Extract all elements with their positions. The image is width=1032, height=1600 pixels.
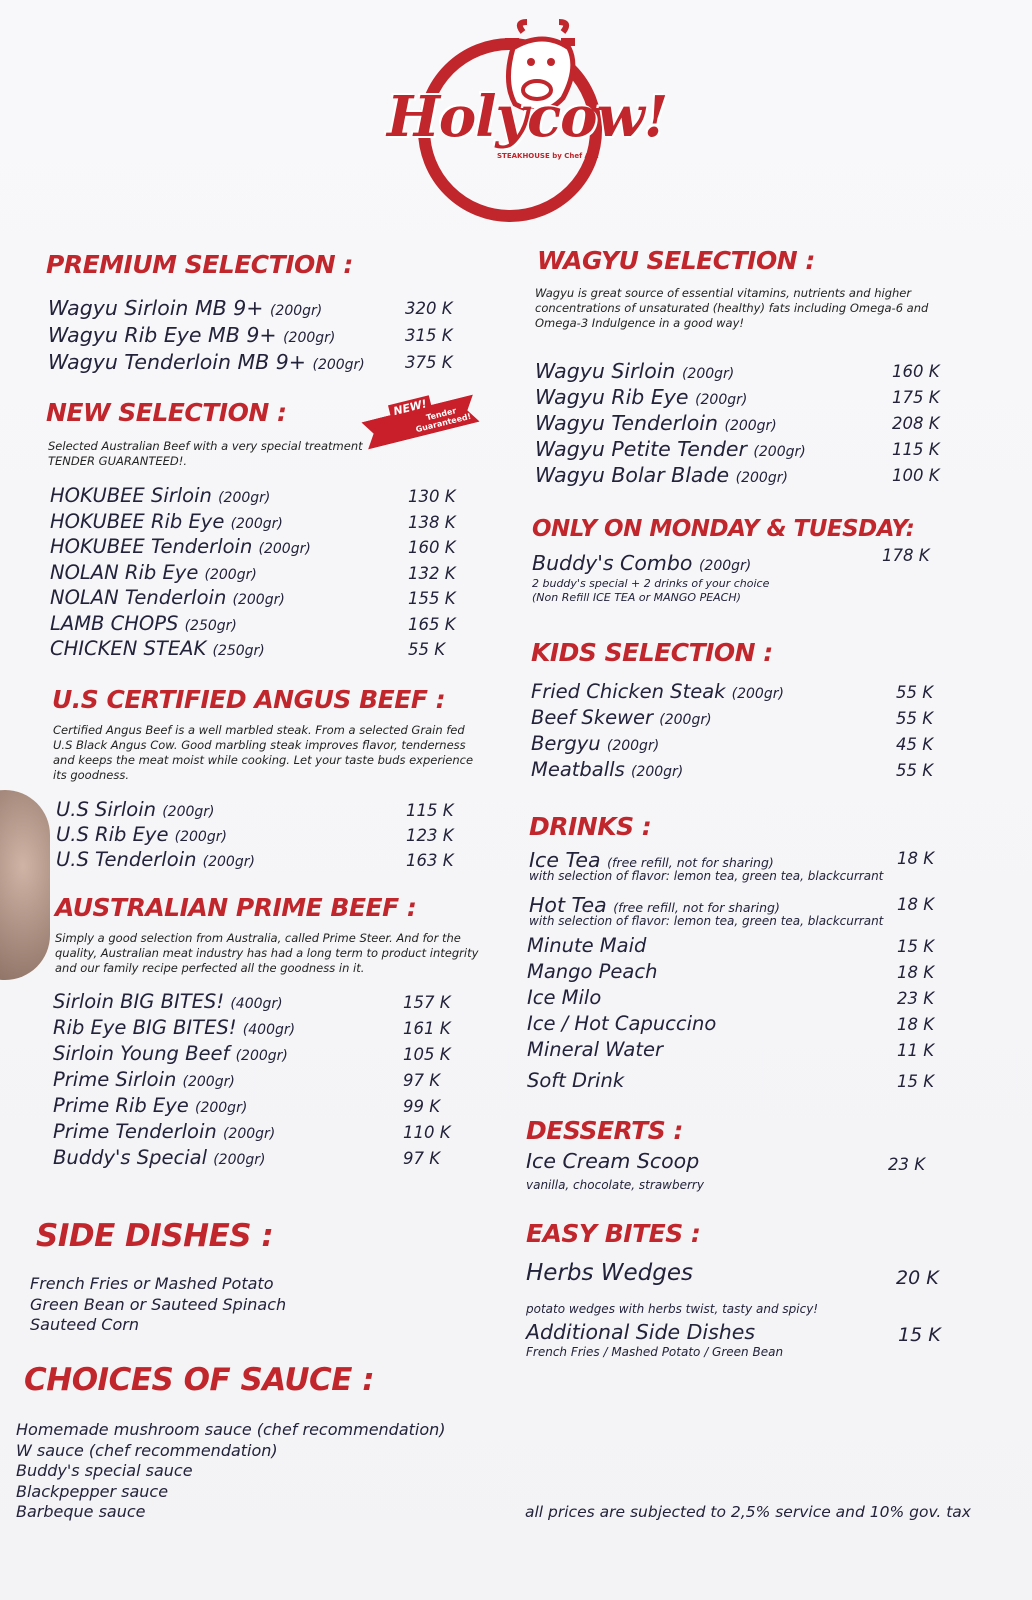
- angus-desc-line: and keeps the meat moist while cooking. Let your taste buds experience: [53, 753, 474, 767]
- additional-side-note: French Fries / Mashed Potato / Green Bean: [526, 1345, 784, 1359]
- menu-item: [535, 359, 734, 383]
- drink-price: 18 K: [897, 963, 935, 982]
- easy-bites-heading: EASY BITES :: [526, 1219, 701, 1248]
- menu-item-name: Wagyu Sirloin: [535, 359, 676, 383]
- menu-item-name: Wagyu Rib Eye: [535, 385, 689, 409]
- kids-heading: KIDS SELECTION :: [531, 638, 773, 667]
- menu-item: [535, 437, 806, 461]
- australian-heading: AUSTRALIAN PRIME BEEF :: [55, 893, 417, 922]
- herbs-wedges-note: potato wedges with herbs twist, tasty and spicy!: [526, 1302, 819, 1316]
- drink-name: Minute Maid: [527, 934, 647, 957]
- additional-side-name: Additional Side Dishes: [526, 1320, 756, 1344]
- menu-item-price: 157 K: [403, 993, 451, 1012]
- menu-item-name: Rib Eye BIG BITES!: [53, 1016, 237, 1039]
- premium-heading: PREMIUM SELECTION :: [46, 250, 353, 279]
- thumb: [0, 790, 50, 980]
- side-dish-item: Green Bean or Sauteed Spinach: [30, 1294, 287, 1314]
- herbs-wedges-name: Herbs Wedges: [526, 1260, 694, 1286]
- menu-item-price: 115 K: [892, 440, 940, 459]
- brand-name: Holycow!: [387, 84, 668, 150]
- desserts-heading: DESSERTS :: [526, 1116, 683, 1145]
- menu-item-weight: (200gr): [230, 515, 283, 532]
- menu-item: [48, 323, 335, 347]
- menu-item-name: Prime Tenderloin: [53, 1120, 217, 1143]
- menu-item-name: Wagyu Bolar Blade: [535, 463, 730, 487]
- menu-item-price: 163 K: [406, 851, 454, 870]
- menu-item-price: 45 K: [896, 735, 934, 754]
- menu-item: [531, 732, 659, 755]
- menu-item-price: 375 K: [405, 353, 453, 372]
- menu-item: [56, 823, 227, 846]
- menu-item-name: Wagyu Petite Tender: [535, 437, 747, 461]
- menu-item-name: LAMB CHOPS: [50, 611, 179, 635]
- menu-item: [50, 535, 311, 558]
- menu-item: [50, 510, 283, 533]
- menu-item-price: 315 K: [405, 326, 453, 345]
- side-dish-item: French Fries or Mashed Potato: [30, 1274, 274, 1293]
- menu-item-name: Sirloin Young Beef: [53, 1042, 230, 1065]
- menu-item-weight: (200gr): [724, 418, 777, 434]
- menu-item-price: 97 K: [403, 1071, 441, 1090]
- menu-item-price: 132 K: [408, 563, 456, 583]
- menu-item-weight: (200gr): [174, 829, 227, 845]
- menu-item-name: Wagyu Sirloin MB 9+: [48, 296, 264, 320]
- menu-item: [53, 1068, 235, 1091]
- combo-price: 178 K: [882, 546, 930, 565]
- menu-item-price: 55 K: [896, 683, 934, 702]
- menu-item-price: 105 K: [403, 1045, 451, 1064]
- sauce-heading: CHOICES OF SAUCE :: [24, 1362, 375, 1398]
- menu-item: [535, 463, 788, 487]
- combo-note-1: 2 buddy's special + 2 drinks of your choice: [532, 577, 770, 590]
- side-dishes-heading: SIDE DISHES :: [36, 1218, 274, 1254]
- menu-item: [53, 990, 283, 1013]
- menu-item-weight: (200gr): [232, 592, 285, 608]
- hot-tea-weight: (free refill, not for sharing): [613, 900, 780, 915]
- menu-item-name: CHICKEN STEAK: [50, 637, 207, 660]
- menu-item-price: 55 K: [408, 640, 446, 659]
- menu-item-name: Sirloin BIG BITES!: [53, 990, 225, 1013]
- buddys-combo-name: [532, 551, 751, 575]
- price-footnote: all prices are subjected to 2,5% service and 10% gov. tax: [525, 1503, 971, 1521]
- menu-item: [48, 350, 365, 374]
- australian-desc-line: and our family recipe perfected all the goodness in it.: [55, 961, 365, 975]
- menu-item-weight: (200gr): [222, 1126, 276, 1142]
- menu-item-price: 130 K: [408, 487, 456, 506]
- angus-desc: [53, 723, 473, 783]
- sauce-item: Blackpepper sauce: [16, 1481, 169, 1501]
- wagyu-desc-line: concentrations of unsaturated (healthy) fats including Omega-6 and: [535, 301, 929, 315]
- badge-new: NEW!: [388, 395, 432, 420]
- menu-item-name: Meatballs: [531, 758, 625, 781]
- menu-item-weight: (200gr): [213, 1152, 266, 1168]
- drink-name: Mango Peach: [527, 960, 658, 983]
- ice-cream-price: 23 K: [888, 1155, 926, 1174]
- combo-note-2: (Non Refill ICE TEA or MANGO PEACH): [532, 591, 741, 604]
- menu-item-weight: (400gr): [242, 1022, 296, 1038]
- menu-item-price: 110 K: [403, 1123, 451, 1142]
- hot-tea-label: Hot Tea: [529, 893, 607, 917]
- menu-item-name: U.S Tenderloin: [56, 848, 197, 871]
- new-desc-line-1: Selected Australian Beef with a very special treatment: [48, 439, 363, 453]
- menu-item-name: Fried Chicken Steak: [531, 680, 726, 703]
- new-selection-heading: NEW SELECTION :: [46, 398, 287, 427]
- menu-item-weight: (200gr): [735, 470, 788, 486]
- menu-item: [531, 680, 784, 703]
- menu-item: [531, 706, 712, 729]
- menu-item-price: 161 K: [403, 1019, 451, 1038]
- ice-cream-note: vanilla, chocolate, strawberry: [526, 1178, 704, 1192]
- wagyu-desc: [535, 286, 928, 331]
- menu-item-name: Wagyu Rib Eye MB 9+: [48, 323, 277, 347]
- menu-item-weight: (200gr): [731, 686, 784, 702]
- menu-item-weight: (200gr): [218, 490, 271, 506]
- drink-price: 18 K: [897, 1015, 935, 1034]
- new-desc-line-2: TENDER GUARANTEED!.: [48, 454, 187, 468]
- australian-desc-line: Simply a good selection from Australia, called Prime Steer. And for the: [55, 931, 461, 945]
- additional-side-price: 15 K: [898, 1324, 941, 1346]
- holycow-logo: [385, 12, 668, 222]
- new-badge: [359, 385, 482, 459]
- menu-item-price: 155 K: [408, 589, 456, 608]
- menu-item-price: 123 K: [406, 826, 454, 845]
- wagyu-heading: WAGYU SELECTION :: [537, 246, 815, 275]
- menu-item-weight: (200gr): [283, 330, 336, 346]
- menu-item: [50, 612, 237, 635]
- angus-desc-line: Certified Angus Beef is a well marbled steak. From a selected Grain fed: [53, 723, 465, 737]
- menu-item-price: 175 K: [892, 388, 940, 407]
- drink-price: 23 K: [897, 989, 935, 1008]
- hot-tea-note: with selection of flavor: lemon tea, green tea, blackcurrant: [529, 914, 884, 928]
- menu-item-name: Prime Rib Eye: [53, 1094, 189, 1117]
- wagyu-desc-line: Omega-3 Indulgence in a good way!: [535, 316, 745, 330]
- menu-item-weight: (200gr): [258, 541, 311, 557]
- menu-item-price: 55 K: [896, 761, 934, 780]
- menu-item-weight: (200gr): [753, 444, 806, 460]
- menu-item-name: Beef Skewer: [531, 706, 654, 729]
- menu-item-weight: (200gr): [606, 738, 660, 754]
- menu-item: [53, 1120, 275, 1143]
- menu-item-weight: (200gr): [630, 764, 684, 780]
- menu-item-name: HOKUBEE Rib Eye: [50, 509, 225, 533]
- menu-item-price: 97 K: [403, 1149, 441, 1168]
- menu-item-price: 100 K: [892, 466, 940, 485]
- menu-item: [53, 1042, 288, 1065]
- ice-tea-label: Ice Tea: [529, 848, 601, 872]
- combo-weight: (200gr): [698, 558, 752, 574]
- menu-item-weight: (200gr): [269, 303, 323, 319]
- menu-item: [50, 586, 285, 609]
- menu-item-weight: (400gr): [230, 996, 283, 1012]
- menu-item-name: Bergyu: [531, 732, 601, 755]
- angus-desc-line: its goodness.: [53, 768, 130, 782]
- sauce-item: Barbeque sauce: [16, 1502, 146, 1521]
- menu-item-price: 99 K: [403, 1097, 441, 1116]
- menu-item-weight: (200gr): [204, 566, 257, 583]
- menu-item-name: HOKUBEE Tenderloin: [50, 535, 253, 558]
- sauce-item: W sauce (chef recommendation): [16, 1440, 278, 1460]
- menu-item: [50, 637, 265, 660]
- menu-item-weight: (200gr): [235, 1048, 288, 1064]
- menu-item-weight: (200gr): [695, 392, 748, 408]
- menu-item-name: Wagyu Tenderloin MB 9+: [48, 350, 306, 374]
- menu-item-name: HOKUBEE Sirloin: [50, 484, 212, 507]
- brand-subtitle: STEAKHOUSE by Chef Afit: [497, 152, 599, 160]
- hot-tea-price: 18 K: [897, 895, 935, 914]
- menu-item: [50, 561, 257, 584]
- menu-item-name: NOLAN Tenderloin: [50, 586, 227, 609]
- menu-item-price: 320 K: [405, 299, 453, 318]
- menu-item-weight: (200gr): [681, 366, 735, 382]
- menu-item-price: 165 K: [408, 614, 456, 634]
- drink-price: 15 K: [897, 1072, 935, 1091]
- menu-item-weight: (200gr): [195, 1100, 248, 1116]
- menu-item-name: Buddy's Special: [53, 1146, 208, 1169]
- wagyu-desc-line: Wagyu is great source of essential vitamins, nutrients and higher: [535, 286, 912, 300]
- menu-item: [535, 385, 747, 409]
- menu-item-weight: (250gr): [184, 617, 237, 634]
- drink-price: 15 K: [897, 937, 935, 956]
- menu-item: [50, 484, 270, 507]
- side-dish-item: Sauteed Corn: [30, 1315, 139, 1334]
- menu-item-price: 160 K: [892, 362, 940, 381]
- menu-item-name: Wagyu Tenderloin: [535, 411, 718, 435]
- badge-tender: Tender Guaranteed!: [414, 406, 473, 435]
- menu-item-name: NOLAN Rib Eye: [50, 560, 199, 584]
- monday-heading: ONLY ON MONDAY & TUESDAY:: [532, 516, 915, 542]
- ice-tea-price: 18 K: [897, 849, 935, 868]
- ice-tea-note: with selection of flavor: lemon tea, green tea, blackcurrant: [529, 869, 884, 883]
- menu-item: [53, 1016, 295, 1039]
- menu-item-weight: (200gr): [312, 357, 365, 373]
- menu-item-weight: (200gr): [162, 804, 215, 820]
- menu-item-weight: (200gr): [659, 712, 712, 728]
- angus-desc-line: U.S Black Angus Cow. Good marbling steak improves flavor, tenderness: [53, 738, 466, 752]
- menu-item: [56, 798, 215, 821]
- new-selection-desc: [48, 439, 363, 469]
- menu-item-price: 160 K: [408, 538, 456, 557]
- menu-item-price: 115 K: [406, 801, 454, 820]
- drinks-heading: DRINKS :: [529, 812, 652, 841]
- sauce-item: Buddy's special sauce: [16, 1461, 193, 1480]
- drink-price: 11 K: [897, 1041, 935, 1060]
- menu-item-name: U.S Rib Eye: [56, 823, 169, 846]
- drink-name: Ice Milo: [527, 986, 602, 1009]
- angus-heading: U.S CERTIFIED ANGUS BEEF :: [52, 685, 446, 714]
- menu-item-weight: (250gr): [212, 643, 265, 659]
- menu-item-weight: (200gr): [202, 854, 255, 870]
- menu-item-weight: (200gr): [182, 1074, 235, 1090]
- menu-item: [531, 758, 683, 781]
- menu-item: [535, 411, 777, 435]
- menu-item: [53, 1094, 247, 1117]
- drink-name: Ice / Hot Capuccino: [527, 1012, 717, 1035]
- australian-desc-line: quality, Australian meat industry has had a long term to product integrity: [55, 946, 479, 960]
- sauce-item: Homemade mushroom sauce (chef recommendation): [16, 1420, 446, 1439]
- menu-item-name: U.S Sirloin: [56, 798, 156, 821]
- menu-item-price: 55 K: [896, 709, 934, 728]
- ice-tea-weight: (free refill, not for sharing): [607, 855, 774, 870]
- australian-desc: [55, 931, 478, 976]
- menu-item: [48, 296, 322, 320]
- combo-name: Buddy's Combo: [532, 551, 693, 575]
- menu-item-name: Prime Sirloin: [53, 1068, 177, 1091]
- menu-item: [56, 848, 255, 871]
- menu-item-price: 138 K: [408, 512, 456, 532]
- drink-name: Soft Drink: [527, 1069, 625, 1092]
- ice-cream-name: Ice Cream Scoop: [526, 1149, 700, 1173]
- herbs-wedges-price: 20 K: [896, 1267, 939, 1289]
- drink-name: Mineral Water: [527, 1038, 664, 1061]
- menu-item-price: 208 K: [892, 414, 940, 433]
- menu-item: [53, 1146, 266, 1169]
